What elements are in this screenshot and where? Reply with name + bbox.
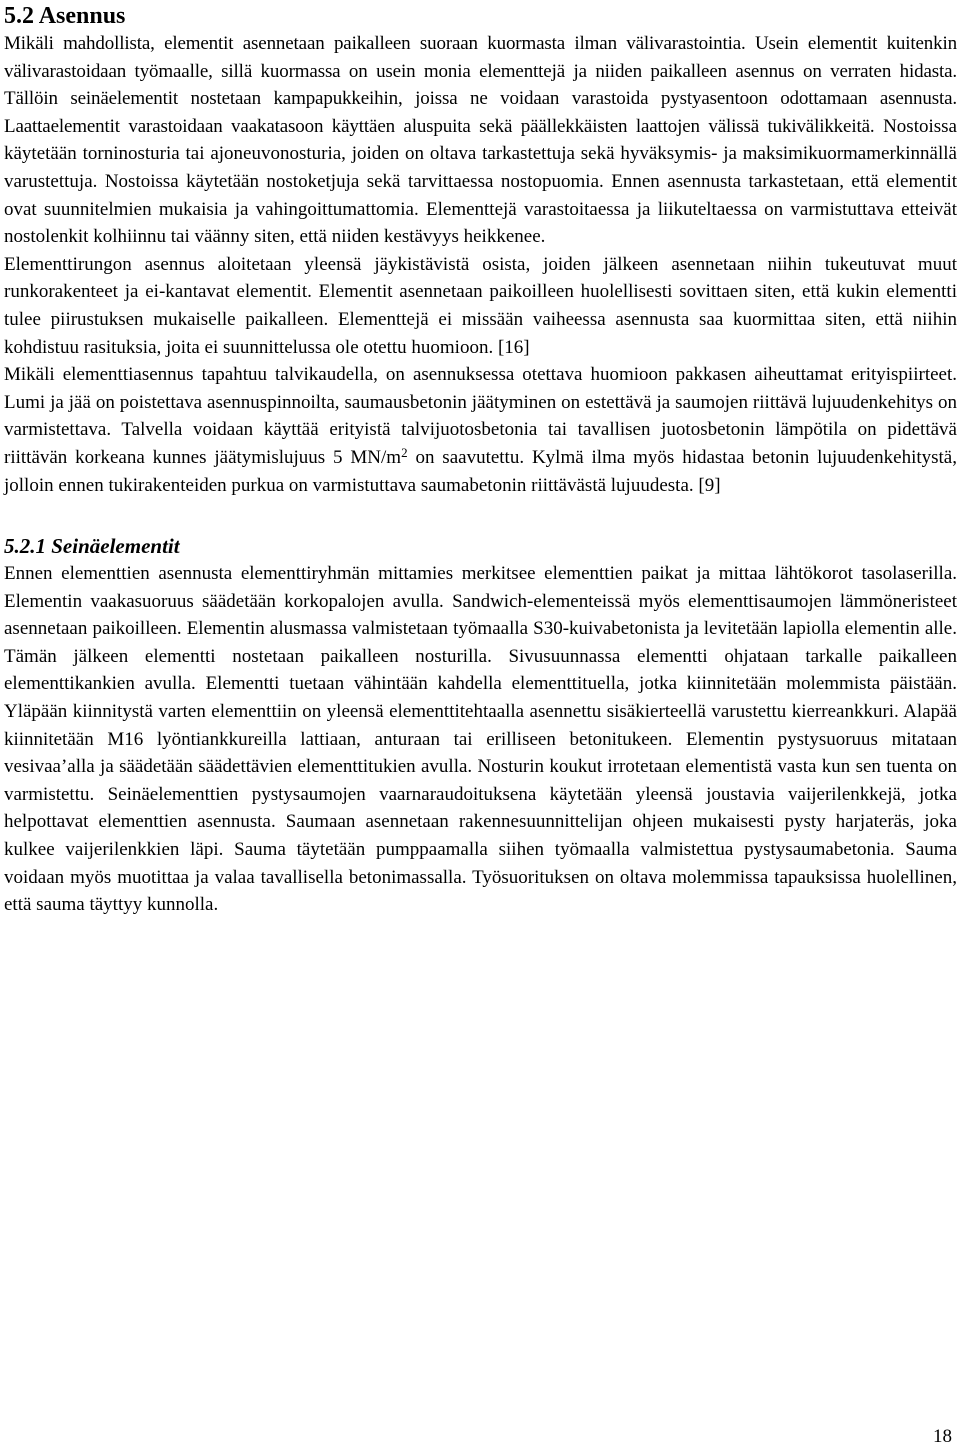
paragraph-storage-part-a: Mikäli mahdollista, elementit asennetaan paikalleen suoraan kuormasta ilman välivarastointia. Usein elementit kuitenkin välivarastoidaan työmaalle, sillä kuormassa on usein monia elementtejä ja niiden paikalleen asennus on verraten hidasta. Tällöin seinäelementit nostetaan kampapukkeihin, joissa ne voidaan varastoida pystyasentoon odottamaan asennusta. Laattaelementit varastoidaan vaakatasoon käyttäen aluspuita sekä päällekkäisten laattojen välissä tukivälikkeitä. <box>4 33 957 137</box>
paragraph-wall-elements: Ennen elementtien asennusta elementtiryhmän mittamies merkitsee elementtien paikat ja mittaa lähtökorot tasolaserilla. Elementin vaakasuoruus säädetään korkopalojen avulla. Sandwich-elementeissä myös elementtisaumojen lämmöneristeet asennetaan paikoilleen. Elementin alusmassa valmistetaan työmaalla S30-kuivabetonista ja levitetään lapiolla elementin alle. Tämän jälkeen elementti nostetaan paikalleen nosturilla. Sivusuunnassa elementti ohjataan tarkalle paikalleen elementtikankien avulla. Elementti tuetaan vähintään kahdella elementtituella, jotka kiinnitetään molemmista päistään. Yläpään kiinnitystä varten elementtiin on yleensä elementtitehtaalla asennettu sisäkierteellä varustettu kierreankkuri. Alapää kiinnitetään M16 lyöntiankkureilla lattiaan, anturaan tai erilliseen betonitukeen. Elementin pystysuoruus mitataan vesivaa’alla ja säädetään säädettävien elementtitukien avulla. Nosturin koukut irrotetaan elementistä vasta kun sen tuenta on varmistettu. Seinäelementtien pystysaumojen vaarnaraudoituksena käytetään yleensä joustavia vaijerilenkkejä, jotka helpottavat elementtien asennusta. Saumaan asennetaan rakennesuunnittelijan ohjeen mukaisesti pysty harjateräs, joka kulkee vaijerilenkkien läpi. Sauma täytetään pumppaamalla siihen työmaalla valmistettua pystysaumabetonia. Sauma voidaan myös muotittaa ja valaa tavallisella betonimassalla. Työsuorituksen on oltava molemmissa tapauksissa huolellinen, että sauma täyttyy kunnolla. <box>4 563 957 916</box>
paragraph-storage-part-b: Nostoissa käytetään torninosturia tai ajoneuvonosturia, joiden on oltava tarkastettuja sekä hyväksymis- ja maksimikuormamerkinnällä varustettuja. Nostoissa käytetään nostoketjuja sekä tarvittaessa nostopuomia. Ennen asennusta tarkastetaan, että elementit ovat suunnitelmien mukaisia ja vahingoittumattomia. Elementtejä varastoitaessa ja liikuteltaessa on varmistuttava etteivät nostolenkit kolhiinnu tai väänny siten, että niiden kestävyys heikkenee. <box>4 115 957 248</box>
superscript-two: 2 <box>401 444 408 460</box>
page-number: 18 <box>933 1426 952 1447</box>
paragraph-assembly-order: Elementtirungon asennus aloitetaan yleensä jäykistävistä osista, joiden jälkeen asennetaan niihin tukeutuvat muut runkorakenteet ja ei-kantavat elementit. Elementit asennetaan paikoilleen huolellisesti sovittaen siten, että kukin elementti tulee piirustuksen mukaiselle paikalleen. Elementtejä ei missään vaiheessa asennusta saa kuormittaa siten, että niihin kohdistuu rasituksia, joita ei suunnittelussa ole otettu huomioon. [16] <box>4 253 957 358</box>
subsection-title: Seinäelementit <box>51 534 180 559</box>
section-number: 5.2 <box>4 3 34 29</box>
paragraph-storage <box>4 30 957 251</box>
document-page <box>4 0 957 919</box>
paragraph-winter-text-before: Mikäli elementtiasennus tapahtuu talvikaudella, on asennuksessa otettava huomioon pakkasen aiheuttamat erityispiirteet. Lumi ja jää on poistettava asennuspinnoilta, saumausbetonin jäätyminen on estettävä ja saumojen riittävä lujuudenkehitys on varmistettava. Talvella voidaan käyttää erityistä talvijuotosbetonia tai tavallisen juotosbetonin lämpötila on pidettävä riittävän korkeana kunnes jäätymislujuus 5 MN/m <box>4 364 957 468</box>
subsection-number: 5.2.1 <box>4 534 46 559</box>
subsection-heading <box>4 532 957 560</box>
paragraph-winter-text-after: on saavutettu. Kylmä ilma myös hidastaa betonin lujuudenkehitystä, jolloin ennen tukirakenteiden purkua on varmistuttava saumabetonin riittävästä lujuudesta. [9] <box>4 446 957 496</box>
paragraph-winter-assembly <box>4 361 957 499</box>
section-heading <box>4 0 957 30</box>
section-title: Asennus <box>38 3 126 29</box>
